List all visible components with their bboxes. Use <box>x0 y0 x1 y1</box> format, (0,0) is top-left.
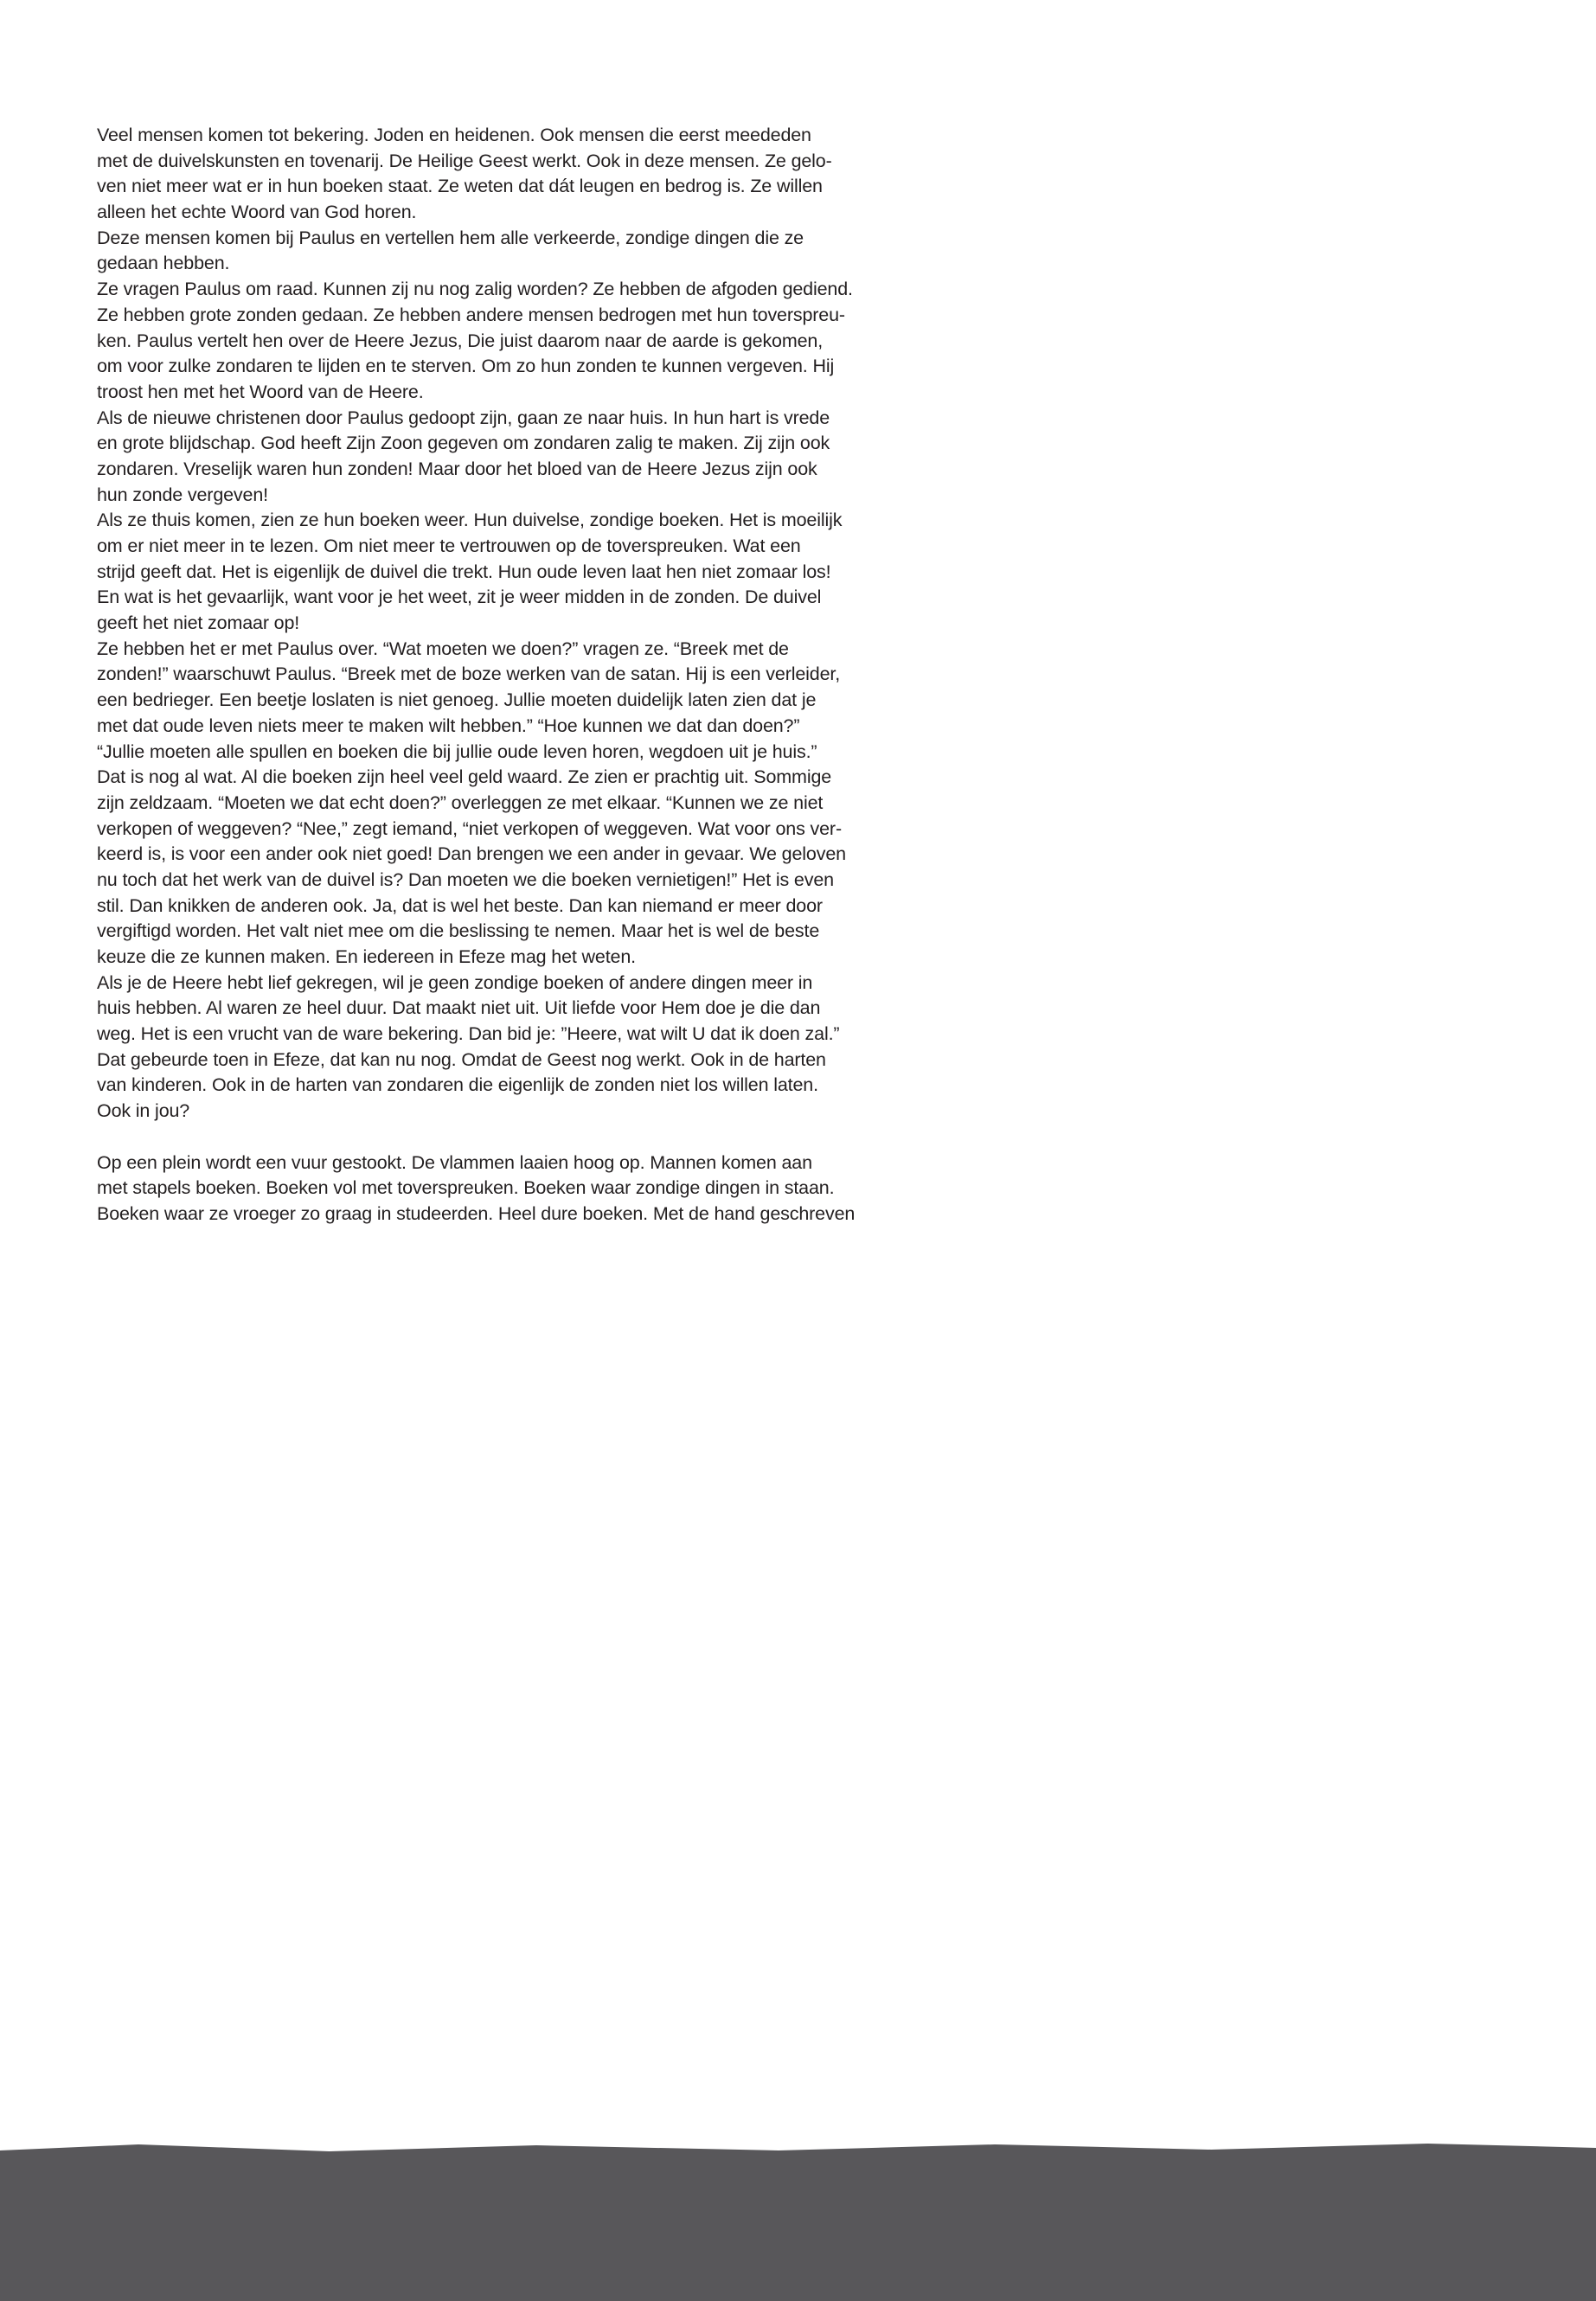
text-line: stil. Dan knikken de anderen ook. Ja, dat is wel het beste. Dan kan niemand er meer door <box>97 894 823 916</box>
text-line: Ze hebben het er met Paulus over. “Wat moeten we doen?” vragen ze. “Breek met de <box>97 638 789 659</box>
text-line: ken. Paulus vertelt hen over de Heere Jezus, Die juist daarom naar de aarde is gekomen, <box>97 330 824 351</box>
text-line: Ze hebben grote zonden gedaan. Ze hebben andere mensen bedrogen met hun toverspreu- <box>97 304 845 325</box>
text-line: geeft het niet zomaar op! <box>97 612 300 634</box>
footer-band-shape <box>0 2144 1596 2301</box>
text-line: met de duivelskunsten en tovenarij. De Heilige Geest werkt. Ook in deze mensen. Ze gelo- <box>97 150 832 171</box>
text-line: keerd is, is voor een ander ook niet goed! Dan brengen we een ander in gevaar. We geloven <box>97 843 846 865</box>
text-line: “Jullie moeten alle spullen en boeken die bij jullie oude leven horen, wegdoen uit je huis.” <box>97 740 817 762</box>
text-line: Dat gebeurde toen in Efeze, dat kan nu nog. Omdat de Geest nog werkt. Ook in de harten <box>97 1048 826 1070</box>
text-line: om voor zulke zondaren te lijden en te sterven. Om zo hun zonden te kunnen vergeven. Hij <box>97 356 835 377</box>
text-line: gedaan hebben. <box>97 253 230 274</box>
text-line: Ook in jou? <box>97 1100 190 1122</box>
text-line: van kinderen. Ook in de harten van zondaren die eigenlijk de zonden niet los willen laten. <box>97 1074 818 1096</box>
text-line: Deze mensen komen bij Paulus en vertellen hem alle verkeerde, zondige dingen die ze <box>97 227 804 248</box>
text-line: troost hen met het Woord van de Heere. <box>97 381 424 402</box>
text-line: vergiftigd worden. Het valt niet mee om die beslissing te nemen. Maar het is wel de beste <box>97 920 820 942</box>
text-line: Als ze thuis komen, zien ze hun boeken weer. Hun duivelse, zondige boeken. Het is moeilijk <box>97 510 843 531</box>
text-line: om er niet meer in te lezen. Om niet meer te vertrouwen op de toverspreuken. Wat een <box>97 535 801 556</box>
text-line: keuze die ze kunnen maken. En iedereen in Efeze mag het weten. <box>97 946 636 967</box>
text-line: huis hebben. Al waren ze heel duur. Dat maakt niet uit. Uit liefde voor Hem doe je die dan <box>97 997 821 1019</box>
text-line: weg. Het is een vrucht van de ware bekering. Dan bid je: ”Heere, wat wilt U dat ik doen zal.” <box>97 1023 840 1045</box>
text-line: alleen het echte Woord van God horen. <box>97 202 417 223</box>
text-line: Op een plein wordt een vuur gestookt. De vlammen laaien hoog op. Mannen komen aan <box>97 1151 812 1173</box>
text-line: zijn zeldzaam. “Moeten we dat echt doen?” overleggen ze met elkaar. “Kunnen we ze niet <box>97 792 824 813</box>
text-line: Als de nieuwe christenen door Paulus gedoopt zijn, gaan ze naar huis. In hun hart is vrede <box>97 407 830 428</box>
text-line: verkopen of weggeven? “Nee,” zegt iemand, “niet verkopen of weggeven. Wat voor ons ver- <box>97 817 842 839</box>
text-line: hun zonde vergeven! <box>97 484 268 505</box>
text-line: zondaren. Vreselijk waren hun zonden! Maar door het bloed van de Heere Jezus zijn ook <box>97 458 817 479</box>
text-line: ven niet meer wat er in hun boeken staat. Ze weten dat dát leugen en bedrog is. Ze willen <box>97 176 823 197</box>
text-line: Ze vragen Paulus om raad. Kunnen zij nu nog zalig worden? Ze hebben de afgoden gediend. <box>97 279 853 300</box>
text-line: Dat is nog al wat. Al die boeken zijn heel veel geld waard. Ze zien er prachtig uit. Sommige <box>97 766 832 788</box>
text-line: nu toch dat het werk van de duivel is? Dan moeten we die boeken vernietigen!” Het is even <box>97 868 834 890</box>
text-line: strijd geeft dat. Het is eigenlijk de duivel die trekt. Hun oude leven laat hen niet zomaar los! <box>97 561 831 582</box>
footer-band <box>0 2137 1596 2301</box>
text-line: Boeken waar ze vroeger zo graag in studeerden. Heel dure boeken. Met de hand geschreven <box>97 1202 856 1224</box>
blank-line <box>97 1125 962 1150</box>
text-line: een bedrieger. Een beetje loslaten is niet genoeg. Jullie moeten duidelijk laten zien dat je <box>97 689 817 711</box>
text-line: en grote blijdschap. God heeft Zijn Zoon gegeven om zondaren zalig te maken. Zij zijn ook <box>97 433 830 454</box>
text-line: Veel mensen komen tot bekering. Joden en heidenen. Ook mensen die eerst meededen <box>97 125 811 145</box>
text-line: zonden!” waarschuwt Paulus. “Breek met de boze werken van de satan. Hij is een verleider, <box>97 663 841 685</box>
text-line: Als je de Heere hebt lief gekregen, wil je geen zondige boeken of andere dingen meer in <box>97 971 813 993</box>
text-line: met stapels boeken. Boeken vol met toverspreuken. Boeken waar zondige dingen in staan. <box>97 1177 835 1199</box>
text-line: En wat is het gevaarlijk, want voor je het weet, zit je weer midden in de zonden. De duivel <box>97 586 822 608</box>
body-text <box>97 123 962 1227</box>
text-line: met dat oude leven niets meer te maken wilt hebben.” “Hoe kunnen we dat dan doen?” <box>97 715 800 736</box>
